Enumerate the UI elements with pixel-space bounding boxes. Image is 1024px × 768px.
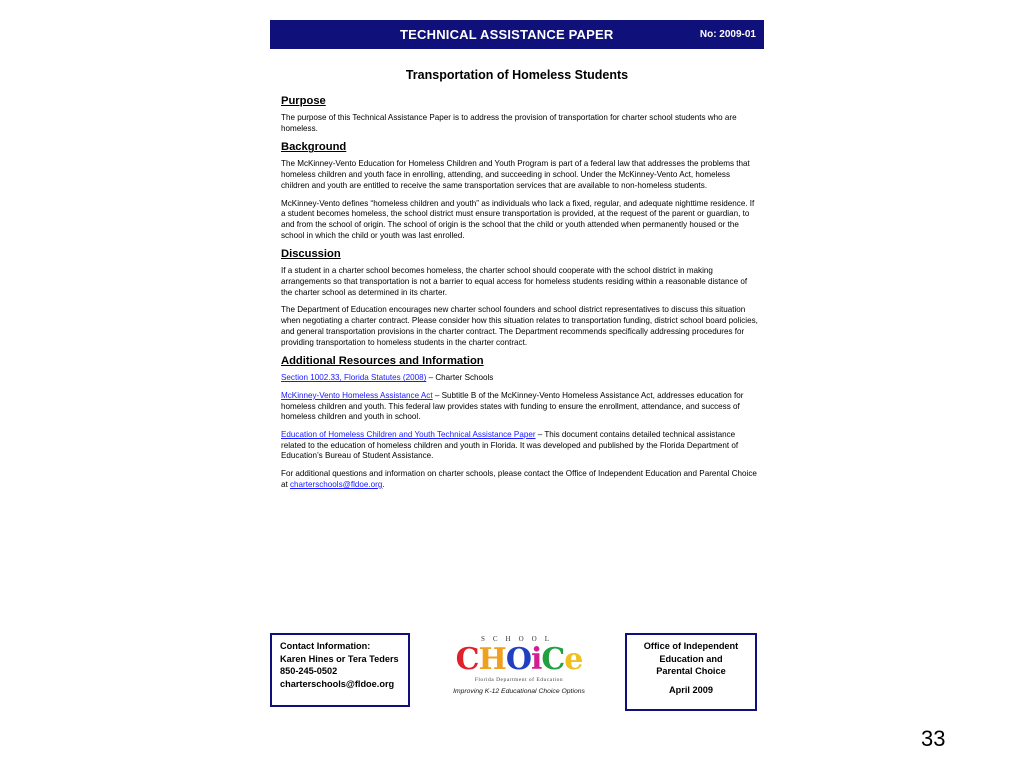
logo-letter: C — [541, 642, 565, 677]
statute-link[interactable]: Section 1002.33, Florida Statutes (2008) — [281, 373, 427, 383]
contact-names: Karen Hines or Tera Teders — [280, 653, 399, 664]
closing-end: . — [382, 479, 385, 489]
office-line: Office of Independent — [643, 641, 739, 651]
discussion-paragraph: The Department of Education encourages new charter school founders and school district representatives to discuss this situation when negotiating a charter contract. Please consider how this situation relates to transportation funding, district school board policies, and general transportation provisions in the charter contract. The Department recommends specifically addressing procedures for providing transportation to homeless students in the charter contract. — [281, 305, 758, 347]
logo-choice-word — [434, 643, 604, 677]
contact-phone: 850-245-0502 — [280, 666, 338, 676]
background-heading: Background — [281, 141, 347, 154]
office-box — [625, 633, 757, 711]
discussion-section — [281, 248, 759, 348]
resources-heading: Additional Resources and Information — [281, 355, 484, 368]
purpose-section — [281, 95, 759, 134]
logo-department: Florida Department of Education — [474, 677, 564, 683]
resource-description: – Subtitle B of the McKinney-Vento Homeless Assistance Act, addresses education for homeless children and youth. This federal law provides states with funding to ensure the enrollment, attendance, and success of homeless children and youth in school. — [281, 390, 744, 422]
contact-heading: Contact Information: — [280, 641, 371, 651]
homeless-tap-link[interactable]: Education of Homeless Children and Youth Technical Assistance Paper — [281, 430, 536, 440]
banner-title: TECHNICAL ASSISTANCE PAPER — [400, 27, 614, 42]
office-line: Education and — [659, 653, 723, 664]
resources-section — [281, 355, 759, 490]
background-paragraph: McKinney-Vento defines “homeless children and youth” as individuals who lack a fixed, regular, and adequate nighttime residence. If a student becomes homeless, the school district must ensure transportation is provided, at the request of the parent or guardian, to and from the school of origin. The school of origin is the school that the child or youth attended when permanently housed or the school in which the child or youth was last enrolled. — [281, 198, 755, 240]
resource-item — [281, 430, 759, 462]
document-title: Transportation of Homeless Students — [405, 68, 629, 82]
resource-description: – This document contains detailed technical assistance related to the education of homeless children and youth in Florida. It was developed and published by the Florida Department of Education’s Bureau of Student Assistance. — [281, 430, 739, 461]
logo-letter: O — [505, 642, 531, 677]
discussion-heading: Discussion — [281, 248, 341, 261]
mckinney-vento-act-link[interactable]: McKinney-Vento Homeless Assistance Act — [281, 390, 433, 400]
discussion-paragraph: If a student in a charter school becomes homeless, the charter school should cooperate with the school district in making arrangements so that transportation is not a barrier to equal access for homeless students residing within a reasonable distance of the charter school as determined in its charter. — [281, 266, 748, 297]
logo-letter: C — [455, 642, 479, 677]
background-section — [281, 141, 759, 241]
office-line: Parental Choice — [656, 666, 726, 676]
logo-tagline: Improving K-12 Educational Choice Options — [453, 688, 585, 695]
document-body — [281, 95, 759, 498]
office-date: April 2009 — [669, 684, 713, 695]
purpose-heading: Purpose — [281, 95, 326, 107]
logo-school-text: SCHOOL — [480, 635, 557, 643]
resource-item — [281, 373, 759, 384]
resource-item — [281, 391, 759, 423]
purpose-paragraph: The purpose of this Technical Assistance Paper is to address the provision of transportation for charter school students who are homeless. — [281, 113, 737, 133]
header-banner — [270, 20, 764, 49]
resource-description: – Charter Schools — [426, 373, 494, 383]
closing-paragraph — [281, 469, 759, 490]
closing-text: For additional questions and information on charter schools, please contact the Office of Independent Education and Parental Choice at — [281, 469, 757, 489]
email-link[interactable]: charterschools@fldoe.org — [290, 479, 383, 489]
background-paragraph: The McKinney-Vento Education for Homeless Children and Youth Program is part of a federal law that addresses the problems that homeless children and youth face in enrolling, attending, and succeeding in school. Under the McKinney-Vento Act, homeless children and youth are entitled to receive the same transportation services that are available to non-homeless students. — [281, 159, 750, 190]
slide-number: 33 — [921, 726, 946, 751]
logo-letter: i — [531, 642, 542, 677]
paper-number: No: 2009-01 — [699, 29, 756, 40]
technical-assistance-paper — [270, 20, 764, 720]
contact-email: charterschools@fldoe.org — [280, 678, 395, 689]
contact-info-box — [270, 633, 410, 707]
logo-letter: H — [478, 642, 506, 677]
logo-letter: e — [564, 642, 583, 677]
school-choice-logo — [434, 635, 604, 715]
